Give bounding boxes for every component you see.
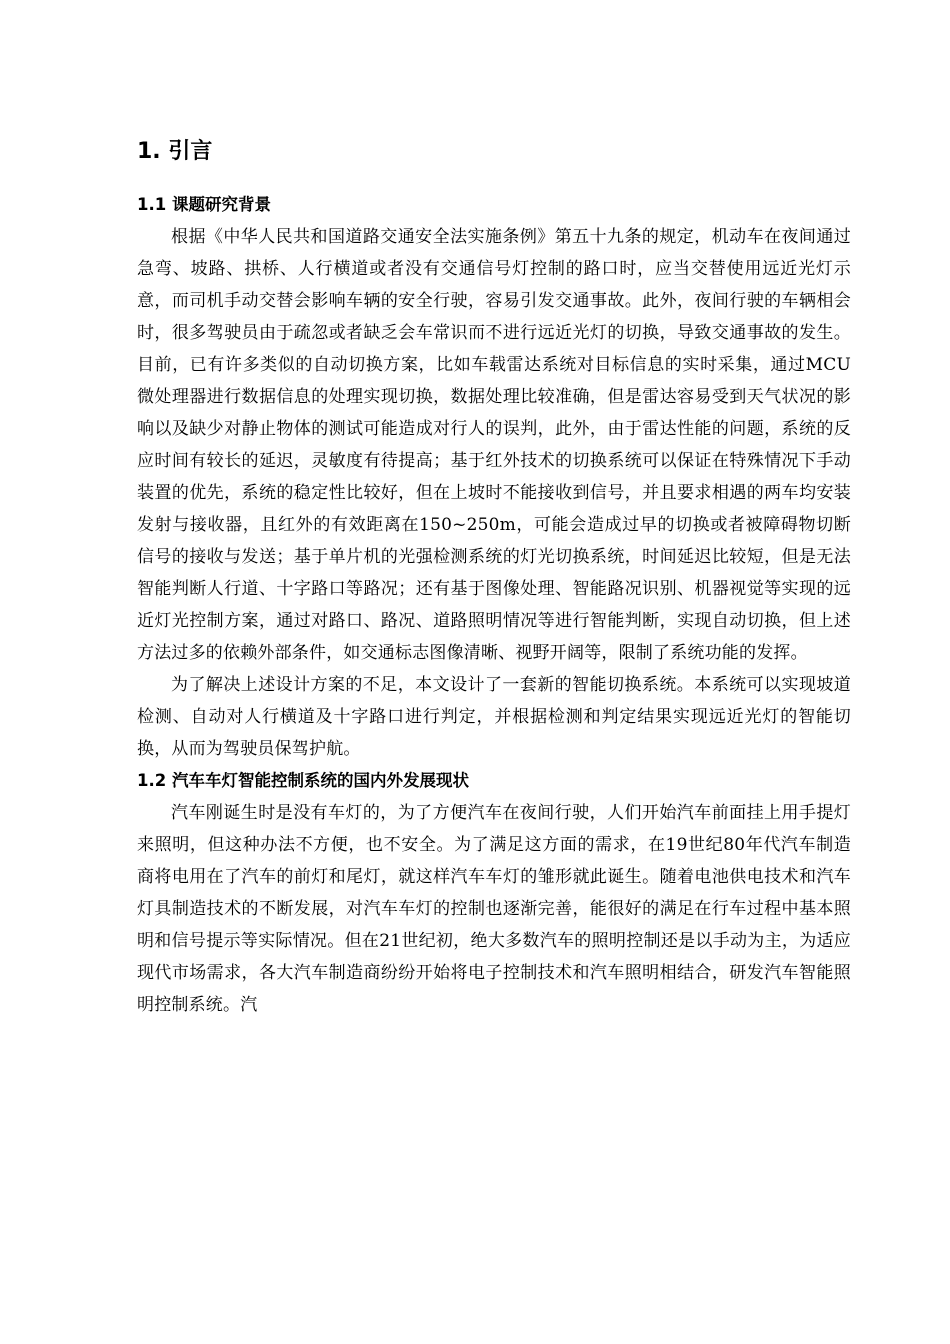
paragraph: 汽车刚诞生时是没有车灯的，为了方便汽车在夜间行驶，人们开始汽车前面挂上用手提灯来照明，但这种办法不方便，也不安全。为了满足这方面的需求，在19世纪80年代汽车制造商将电用在了汽车的前灯和尾灯，就这样汽车车灯的雏形就此诞生。随着电池供电技术和汽车灯具制造技术的不断发展，对汽车车灯的控制也逐渐完善，能很好的满足在行车过程中基本照明和信号提示等实际情况。但在21世纪初，绝大多数汽车的照明控制还是以手动为主，为适应现代市场需求，各大汽车制造商纷纷开始将电子控制技术和汽车照明相结合，研发汽车智能照明控制系统。汽 (137, 803, 851, 1015)
section-heading: 1.1 课题研究背景 (137, 195, 271, 214)
section-1-2 (137, 765, 851, 1021)
section-1-1 (137, 189, 851, 765)
paragraph: 为了解决上述设计方案的不足，本文设计了一套新的智能切换系统。本系统可以实现坡道检测、自动对人行横道及十字路口进行判定，并根据检测和判定结果实现远近光灯的智能切换，从而为驾驶员保驾护航。 (137, 675, 851, 759)
section-heading: 1.2 汽车车灯智能控制系统的国内外发展现状 (137, 771, 469, 790)
paragraph: 根据《中华人民共和国道路交通安全法实施条例》第五十九条的规定，机动车在夜间通过急弯、坡路、拱桥、人行横道或者没有交通信号灯控制的路口时，应当交替使用远近光灯示意，而司机手动交替会影响车辆的安全行驶，容易引发交通事故。此外，夜间行驶的车辆相会时，很多驾驶员由于疏忽或者缺乏会车常识而不进行远近光灯的切换，导致交通事故的发生。目前，已有许多类似的自动切换方案，比如车载雷达系统对目标信息的实时采集，通过MCU微处理器进行数据信息的处理实现切换，数据处理比较准确，但是雷达容易受到天气状况的影响以及缺少对静止物体的测试可能造成对行人的误判，此外，由于雷达性能的问题，系统的反应时间有较长的延迟，灵敏度有待提高；基于红外技术的切换系统可以保证在特殊情况下手动装置的优先，系统的稳定性比较好，但在上坡时不能接收到信号，并且要求相遇的两车均安装发射与接收器，且红外的有效距离在150~250m，可能会造成过早的切换或者被障碍物切断信号的接收与发送；基于单片机的光强检测系统的灯光切换系统，时间延迟比较短，但是无法智能判断人行道、十字路口等路况；还有基于图像处理、智能路况识别、机器视觉等实现的远近灯光控制方案，通过对路口、路况、道路照明情况等进行智能判断，实现自动切换，但上述方法过多的依赖外部条件，如交通标志图像清晰、视野开阔等，限制了系统功能的发挥。 (137, 227, 851, 663)
page-content (137, 137, 851, 1021)
chapter-title: 1. 引言 (137, 139, 213, 164)
